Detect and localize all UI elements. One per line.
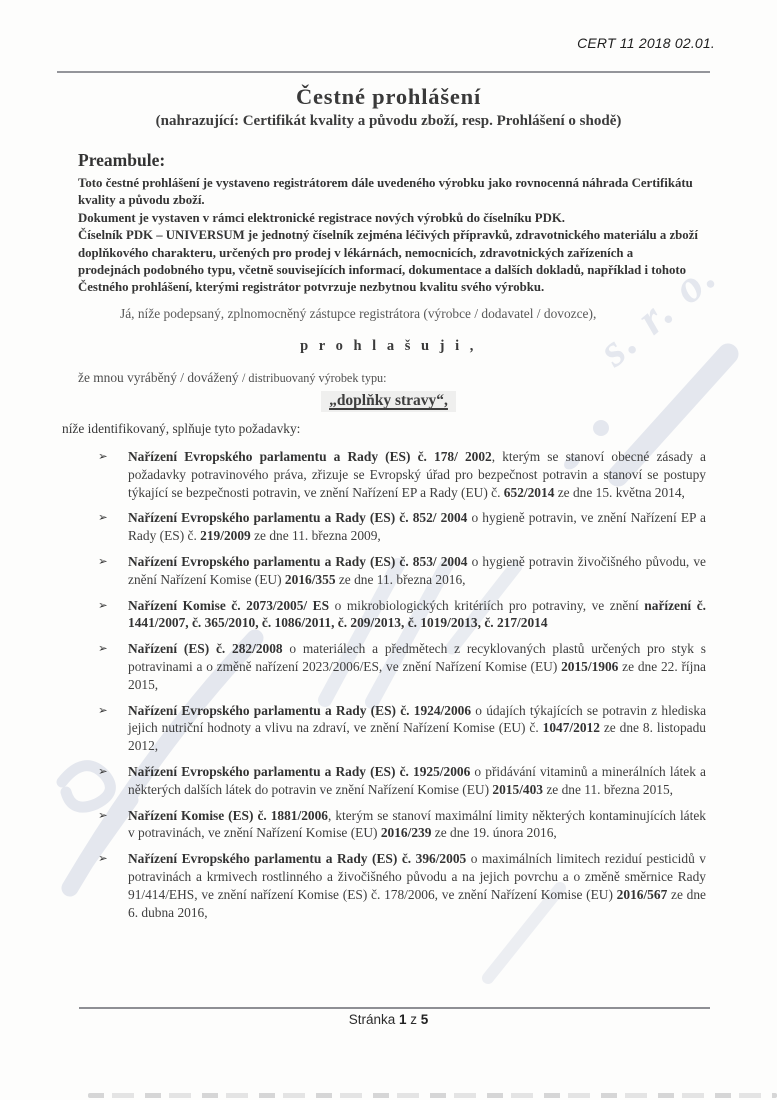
- text-segment: , kterým se stanoví maximální limity některých kontaminujících látek v potravinách, ve znění Nařízení Komise (EU): [128, 807, 706, 841]
- bullet-arrow-icon: ➢: [98, 553, 108, 568]
- requirement-text: [128, 641, 706, 692]
- declarant-intro: Já, níže podepsaný, zplnomocněný zástupce registrátora (výrobce / dodavatel / dovozce),: [120, 306, 597, 321]
- bullet-arrow-icon: ➢: [98, 702, 108, 717]
- product-type-highlight: „doplňky stravy“,: [321, 391, 456, 412]
- text-segment: o hygieně potravin, ve znění Nařízení EP a Rady (ES) č.: [128, 510, 706, 544]
- text-segment: 2015/1906: [561, 658, 619, 674]
- text-segment: Stránka: [348, 1012, 399, 1027]
- text-segment: že mnou vyráběný / dovážený: [78, 370, 242, 385]
- text-segment: 2016/567: [616, 886, 668, 902]
- text-segment: Nařízení Evropského parlamentu a Rady (ES) č. 1925/2006: [128, 763, 471, 779]
- requirement-item: [98, 850, 706, 921]
- requirement-text: [128, 449, 706, 500]
- bullet-arrow-icon: ➢: [98, 807, 108, 822]
- requirement-item: [98, 702, 707, 755]
- requirement-item: [98, 640, 706, 693]
- text-segment: / distribuovaný výrobek typu:: [241, 371, 387, 385]
- requirement-text: [128, 554, 706, 587]
- horizontal-rule-bottom: [79, 1007, 710, 1009]
- text-segment: ze dne 19. února 2016,: [431, 825, 557, 841]
- bullet-arrow-icon: ➢: [98, 851, 108, 866]
- requirement-item: [98, 448, 706, 501]
- bullet-arrow-icon: ➢: [98, 597, 108, 612]
- text-segment: o hygieně potravin živočišného původu, ve znění Nařízení Komise (EU): [128, 553, 706, 587]
- requirement-text: [128, 510, 706, 543]
- bullet-arrow-icon: ➢: [98, 510, 108, 525]
- declaration-verb: p r o h l a š u j i ,: [300, 338, 477, 354]
- text-segment: ze dne 11. března 2016,: [335, 571, 466, 587]
- requirement-item: [98, 807, 706, 843]
- requirement-text: [128, 703, 706, 754]
- bullet-arrow-icon: ➢: [98, 641, 108, 656]
- text-segment: 5: [420, 1012, 429, 1027]
- requirements-intro: níže identifikovaný, splňuje tyto požadavky:: [62, 421, 301, 436]
- text-segment: z: [406, 1012, 421, 1027]
- text-segment: Nařízení (ES) č. 282/2008: [128, 641, 283, 657]
- product-intro: [78, 370, 387, 386]
- text-segment: ze dne 15. května 2014,: [554, 484, 685, 500]
- text-segment: Nařízení Evropského parlamentu a Rady (ES) č. 1924/2006: [128, 702, 472, 718]
- preamble-body: [78, 175, 698, 297]
- requirements-list: [98, 448, 707, 929]
- text-segment: ze dne 11. března 2009,: [250, 528, 381, 544]
- text-segment: 2015/403: [492, 781, 543, 797]
- requirement-item: [98, 553, 706, 589]
- text-segment: ze dne 6. dubna 2016,: [128, 886, 706, 920]
- text-segment: Nařízení Komise č. 2073/2005/ ES: [128, 597, 330, 613]
- text-segment: 2016/239: [380, 825, 432, 841]
- preamble-paragraph: Toto čestné prohlášení je vystaveno registrátorem dále uvedeného výrobku jako rovnocenná náhrada Certifikátu kvality a původu zboží.: [78, 176, 693, 208]
- text-segment: ze dne 8. listopadu 2012,: [128, 720, 706, 754]
- product-type-row: [0, 391, 777, 412]
- preamble-paragraph: Dokument je vystaven v rámci elektronické registrace nových výrobků do číselníku PDK.: [78, 210, 565, 225]
- text-segment: ze dne 22. října 2015,: [128, 658, 706, 692]
- requirement-item: [98, 597, 706, 633]
- preamble-paragraph: Číselník PDK – UNIVERSUM je jednotný číselník zejména léčivých přípravků, zdravotnického materiálu a zboží doplňkového charakteru, určených pro prodej v lékárnách, nemocnicích, zdravotnických zařízeních a prodejnách podobného typu, včetně souvisejících informací, dokumentace a dalších dokladů, například i tohoto Čestného prohlášení, kterými registrátor potvrzuje nezbytnou kvalitu svého výrobku.: [78, 228, 698, 295]
- text-segment: o přidávání vitaminů a minerálních látek a některých dalších látek do potravin ve znění Nařízení Komise (EU): [128, 763, 706, 797]
- text-segment: o mikrobiologických kritériích pro potraviny, ve znění: [329, 597, 645, 613]
- text-segment: Nařízení Evropského parlamentu a Rady (ES) č. 396/2005: [128, 851, 467, 867]
- text-segment: , kterým se stanoví obecné zásady a požadavky potravinového práva, zřizuje se Evropský úřad pro bezpečnost potravin a stanoví se postupy týkající se bezpečnosti potravin, ve znění Nařízení EP a Rady (EU) č.: [128, 449, 706, 500]
- text-segment: o údajích týkajících se potravin z hlediska jejich nutriční hodnoty a vlivu na zdraví, ve znění Nařízení Komise (EU) č.: [128, 702, 707, 736]
- requirement-item: [98, 509, 706, 545]
- text-segment: 219/2009: [200, 528, 251, 544]
- text-segment: ze dne 11. března 2015,: [543, 781, 674, 797]
- page-title: Čestné prohlášení: [295, 84, 482, 109]
- scan-cutoff-artifact: [88, 1093, 777, 1098]
- requirement-text: [128, 764, 706, 797]
- text-segment: o maximálních limitech reziduí pesticidů v potravinách a krmivech rostlinného a živočišného původu a na jejich povrchu a o změně směrnice Rady 91/414/EHS, ve znění nařízení Komise (ES) č. 178/2006, ve znění Nařízení Komise (EU): [128, 851, 706, 902]
- text-segment: nařízení č. 1441/2007, č. 365/2010, č. 1086/2011, č. 209/2013, č. 1019/2013, č. 217/2014: [128, 597, 706, 631]
- requirement-text: [128, 851, 706, 919]
- text-segment: 1: [398, 1012, 407, 1027]
- bullet-arrow-icon: ➢: [98, 763, 108, 778]
- text-segment: 1047/2012: [542, 720, 600, 736]
- text-segment: Nařízení Evropského parlamentu a Rady (ES) č. 852/ 2004: [128, 510, 468, 526]
- requirement-text: [128, 598, 706, 631]
- page-number: [0, 1012, 777, 1027]
- requirement-text: [128, 808, 706, 841]
- preamble-heading: Preambule:: [78, 150, 166, 170]
- text-segment: o materiálech a předmětech z recyklovaných plastů určených pro styk s potravinami a o změně nařízení 2023/2006/ES, ve znění Nařízení Komise (EU): [128, 641, 706, 674]
- document-reference: CERT 11 2018 02.01.: [577, 35, 715, 51]
- text-segment: 2016/355: [284, 571, 336, 587]
- watermark-text-fragment: s. r. o.: [588, 248, 727, 376]
- text-segment: Nařízení Komise (ES) č. 1881/2006: [128, 807, 328, 823]
- bullet-arrow-icon: ➢: [98, 449, 108, 463]
- text-segment: Nařízení Evropského parlamentu a Rady (ES) č. 853/ 2004: [128, 553, 468, 569]
- document-subtitle: (nahrazující: Certifikát kvality a původu zboží, resp. Prohlášení o shodě): [155, 113, 622, 129]
- text-segment: 652/2014: [503, 484, 555, 500]
- text-segment: Nařízení Evropského parlamentu a Rady (ES) č. 178/ 2002: [128, 449, 492, 464]
- requirement-item: [98, 763, 706, 799]
- horizontal-rule-top: [57, 71, 710, 73]
